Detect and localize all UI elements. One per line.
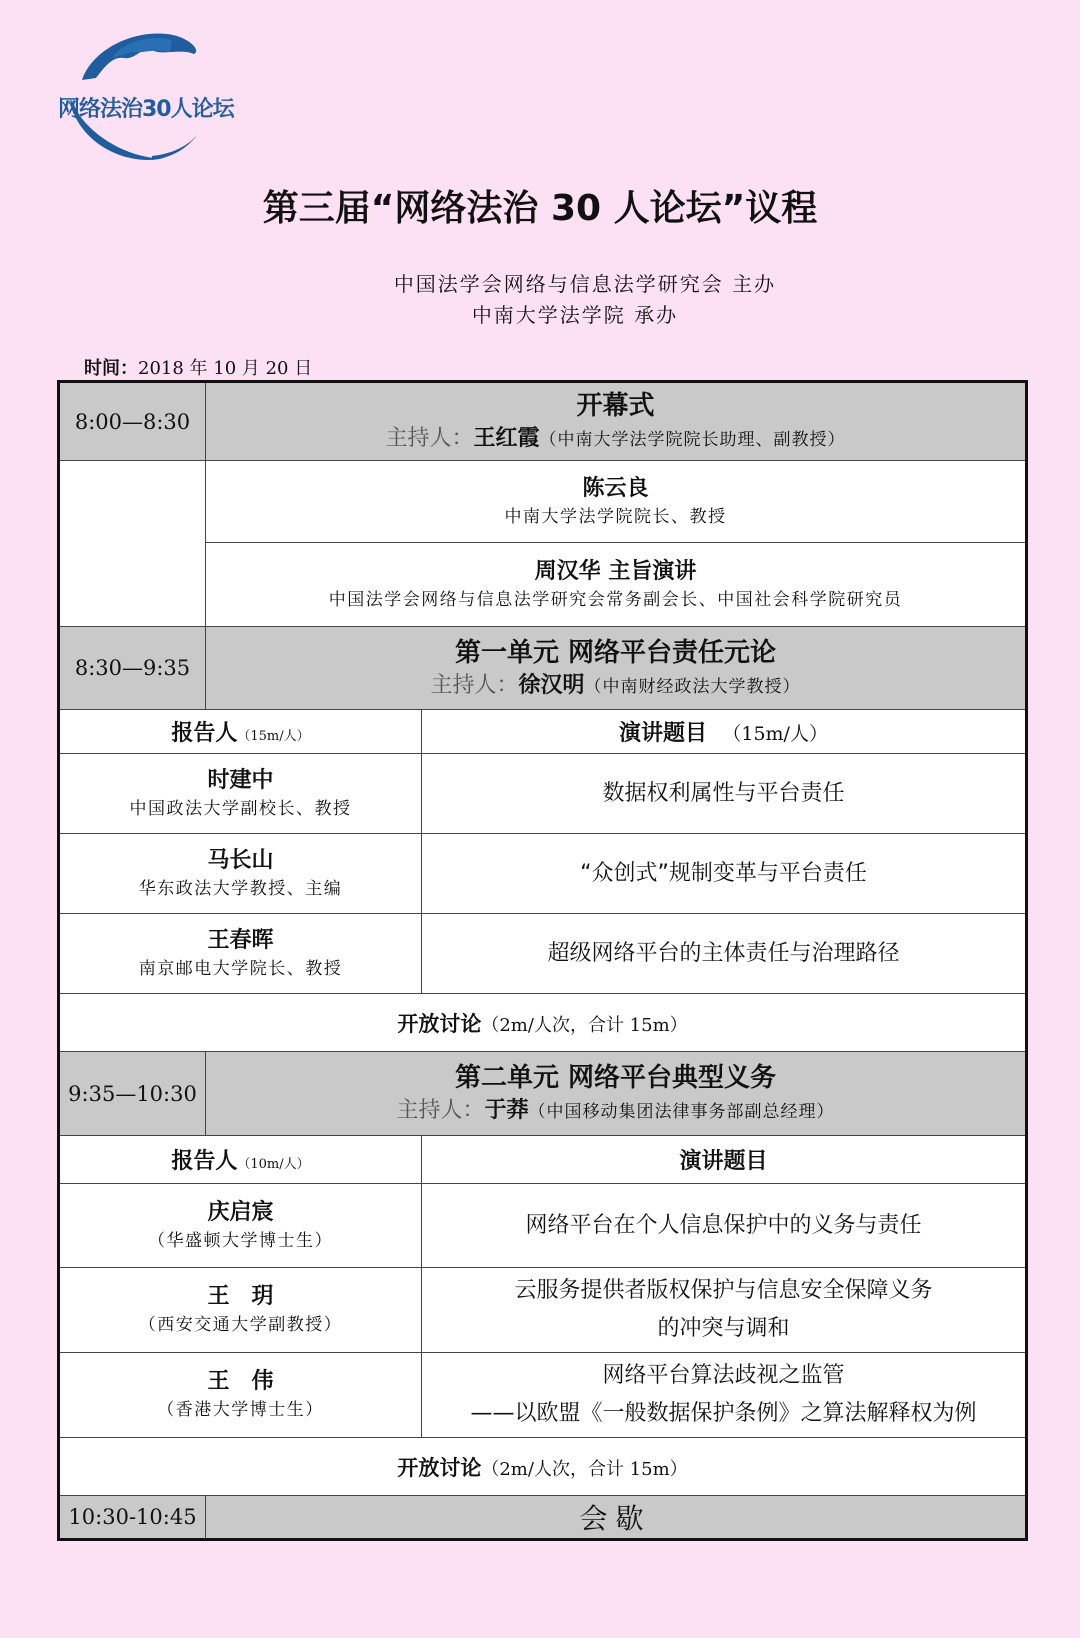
discussion-label: 开放讨论 [397, 1011, 482, 1036]
topic-header-label: 演讲题目 [619, 721, 708, 746]
unit1-column-header-row [59, 710, 1027, 754]
speaker-cell [59, 1268, 422, 1353]
discussion-note: （2m/人次，合计 15m） [481, 1458, 688, 1480]
logo-text: 网络法治30人论坛 [58, 97, 234, 122]
speaker-name: 庆启宸 [207, 1199, 274, 1225]
talk-topic: 超级网络平台的主体责任与治理路径 [422, 914, 1027, 994]
opening-time-empty [59, 461, 206, 627]
host-label: 主持人： [385, 426, 474, 451]
discussion-label: 开放讨论 [397, 1455, 482, 1480]
topic-line: 网络平台在个人信息保护中的义务与责任 [525, 1212, 922, 1238]
open-discussion [59, 1438, 1027, 1496]
speaker-name: 陈云良 [582, 475, 649, 501]
speaker-affiliation: 南京邮电大学院长、教授 [138, 958, 343, 979]
speaker-affiliation: 中国法学会网络与信息法学研究会常务副会长、中国社会科学院研究员 [328, 589, 903, 610]
discussion-note: （2m/人次，合计 15m） [481, 1014, 688, 1036]
agenda-table [57, 380, 1028, 1541]
break-time: 10:30-10:45 [59, 1496, 206, 1540]
opening-title-cell [206, 382, 1027, 461]
table-row [59, 754, 1027, 834]
open-discussion [59, 994, 1027, 1052]
opening-speaker-row [59, 461, 1027, 543]
opening-header-row [59, 382, 1027, 461]
speaker-cell [59, 914, 422, 994]
speaker-affiliation: 中国政法大学副校长、教授 [129, 798, 352, 819]
speaker-name: 王 伟 [207, 1369, 274, 1394]
unit1-time: 8:30—9:35 [59, 627, 206, 710]
unit2-host [206, 1096, 1025, 1127]
speaker-name: 王 玥 [207, 1284, 274, 1309]
speaker-affiliation: 中南大学法学院院长、教授 [504, 506, 727, 527]
speaker-cell [59, 1353, 422, 1438]
break-label: 会歇 [206, 1496, 1027, 1540]
speaker-header-label: 报告人 [171, 1149, 238, 1174]
speaker-affiliation: （西安交通大学副教授） [138, 1315, 343, 1335]
speaker-cell [59, 1184, 422, 1268]
speaker-affiliation: （华盛顿大学博士生） [148, 1230, 333, 1251]
host-name: 王红霞 [473, 426, 540, 451]
page-title: 第三届“网络法治 30 人论坛”议程 [262, 188, 818, 229]
unit1-title-cell [206, 627, 1027, 710]
unit1-header-row [59, 627, 1027, 710]
topic-line: 云服务提供者版权保护与信息安全保障义务 [514, 1278, 933, 1303]
table-row [59, 834, 1027, 914]
host-affiliation: （中国移动集团法律事务部副总经理） [528, 1102, 835, 1122]
speaker-name: 王春晖 [207, 927, 274, 953]
talk-topic [422, 1184, 1027, 1268]
table-row [59, 1353, 1027, 1438]
talk-topic [422, 1353, 1027, 1438]
topic-column-header: 演讲题目 [422, 1136, 1027, 1184]
date-label: 时间： [84, 358, 138, 379]
unit2-column-header-row [59, 1136, 1027, 1184]
speaker-column-header [59, 1136, 422, 1184]
speaker-header-label: 报告人 [171, 721, 238, 746]
speaker-cell [59, 834, 422, 914]
speaker-column-header [59, 710, 422, 754]
unit2-discussion-row [59, 1438, 1027, 1496]
opening-speaker-cell [206, 461, 1027, 543]
unit1-host [206, 671, 1025, 702]
organizer-host: 中国法学会网络与信息法学研究会 主办 [393, 272, 777, 296]
table-row [59, 1268, 1027, 1353]
topic-line: ——以欧盟《一般数据保护条例》之算法解释权为例 [470, 1401, 977, 1426]
opening-host [206, 424, 1025, 455]
speaker-header-note: （10m/人） [237, 1157, 310, 1172]
speaker-name: 时建中 [207, 767, 274, 793]
table-row [59, 1184, 1027, 1268]
speaker-affiliation: （香港大学博士生） [157, 1400, 324, 1420]
opening-time: 8:00—8:30 [59, 382, 206, 461]
unit2-title: 第二单元 网络平台典型义务 [454, 1063, 777, 1093]
speaker-cell [59, 754, 422, 834]
table-row [59, 914, 1027, 994]
organizer-co: 中南大学法学院 承办 [471, 303, 679, 327]
topic-line: 网络平台算法歧视之监管 [602, 1363, 845, 1388]
unit2-header-row [59, 1052, 1027, 1136]
event-date [84, 354, 312, 380]
unit1-title: 第一单元 网络平台责任元论 [454, 637, 777, 668]
opening-speaker-cell [206, 543, 1027, 627]
opening-title: 开幕式 [576, 391, 655, 421]
host-label: 主持人： [430, 672, 519, 698]
host-label: 主持人： [396, 1098, 485, 1123]
topic-header-note: （15m/人） [722, 723, 828, 745]
break-row [59, 1496, 1027, 1540]
speaker-name: 马长山 [207, 847, 274, 873]
host-name: 徐汉明 [518, 672, 585, 698]
host-name: 于莽 [484, 1098, 529, 1123]
speaker-name: 周汉华 主旨演讲 [534, 558, 697, 584]
host-affiliation: （中南大学法学院院长助理、副教授） [539, 430, 846, 450]
date-value: 2018 年 10 月 20 日 [138, 358, 313, 379]
unit1-discussion-row [59, 994, 1027, 1052]
talk-topic: “众创式”规制变革与平台责任 [422, 834, 1027, 914]
host-affiliation: （中南财经政法大学教授） [584, 676, 801, 697]
unit2-time: 9:35—10:30 [59, 1052, 206, 1136]
talk-topic: 数据权利属性与平台责任 [422, 754, 1027, 834]
speaker-affiliation: 华东政法大学教授、主编 [138, 878, 343, 899]
speaker-header-note: （15m/人） [237, 729, 310, 744]
topic-line: 的冲突与调和 [657, 1316, 790, 1341]
talk-topic [422, 1268, 1027, 1353]
unit2-title-cell [206, 1052, 1027, 1136]
topic-column-header [422, 710, 1027, 754]
forum-logo [52, 28, 242, 168]
